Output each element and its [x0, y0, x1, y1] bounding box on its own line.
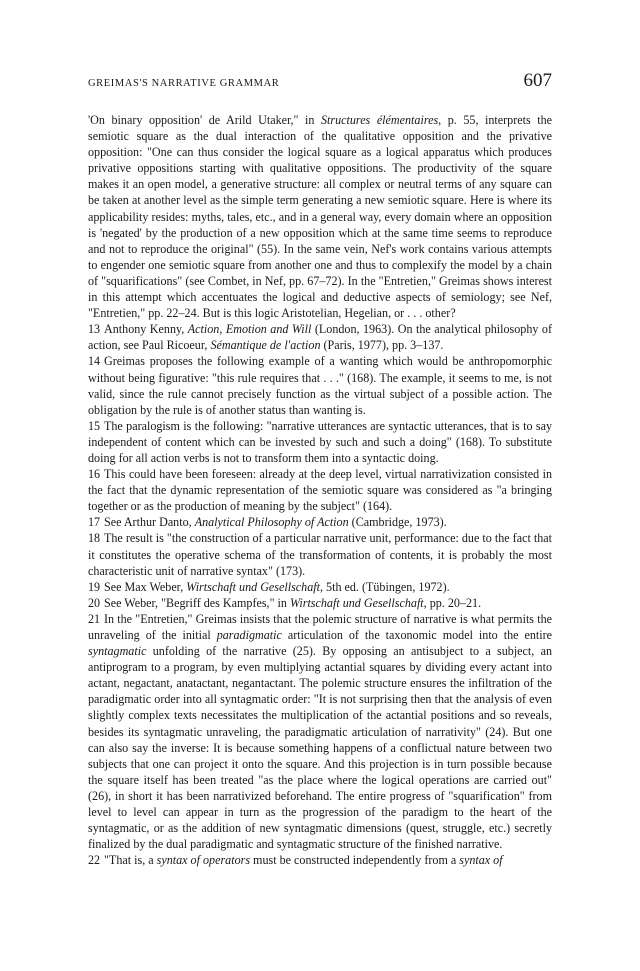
- note-text: Greimas proposes the following example of a wanting which would be anthropomorphic without being figurative: "this rule requires that . . ." (168). The example, it seems to me, is not valid, since the rule cannot precisely function as the virtual subject of a possible action. The obligation by the rule is of another status than wanting is.: [88, 354, 552, 417]
- endnotes-body: [88, 112, 552, 868]
- note-text: (Cambridge, 1973).: [348, 515, 447, 530]
- italic-title: paradigmatic: [216, 628, 282, 642]
- note-text: , 5th ed. (Tübingen, 1972).: [319, 579, 450, 594]
- italic-title: syntax of: [459, 853, 503, 868]
- note-text: "That is, a: [104, 853, 157, 868]
- note-19: [88, 579, 552, 595]
- note-continued: [88, 112, 552, 321]
- note-13: [88, 321, 552, 353]
- note-number: 17: [88, 515, 101, 530]
- note-number: 21: [88, 611, 101, 626]
- page-number: 607: [523, 70, 552, 91]
- note-number: 16: [88, 467, 101, 482]
- note-22: [88, 852, 552, 868]
- note-text: Anthony Kenny,: [104, 322, 188, 337]
- note-number: 22: [88, 853, 101, 868]
- note-text: articulation of the taxonomic model into the entire: [281, 628, 552, 642]
- note-text: unfolding of the narrative (25). By opposing an antisubject to a subject, an antiprogram to a program, by even multiplying actantial squares by dividing every actant into actant, negactant, anatactant, negantactant. The polemic structure ensures the infiltration of the paradigmatic order into all syntagmatic order: "It is not surprising then that the analysis of even slightly complex texts necessitates the multiplication of the actantial positions and so reveals, besides its syntagmatic unraveling, the paradigmatic articulation of narrativity" (24). But one can also say the inverse: It is because something happens of a conflictual nature between two subjects that one can project it onto the square. And this projection is in turn possible because the square itself has been treated "as the place where the logical operations are carried out" (26), in short it has been narrativized beforehand. The entire progress of "squarification" from level to level can appear in turn as the progression of the paradigm to the heart of the syntagmatic, or as the addition of new syntagmatic dimensions (quest, struggle, etc.) secretly finalized by the dual paradigmatic and syntagmatic structure of the finished narrative.: [88, 644, 552, 852]
- note-14: [88, 353, 552, 417]
- note-text: , pp. 20–21.: [423, 595, 482, 610]
- note-text: The paralogism is the following: "narrative utterances are syntactic utterances, that is to say independent of content which can be invested by such and such a doing" (168). To substitute doing for all action verbs is not to transform them into a syntactic doing.: [88, 418, 552, 465]
- italic-title: Wirtschaft und Gesellschaft: [186, 579, 320, 594]
- running-header: [88, 70, 552, 96]
- note-text: The result is "the construction of a particular narrative unit, performance: due to the fact that it constitutes the operative schema of the transformation of contents, it is probably the most characteristic unit of narrative syntax" (173).: [88, 531, 552, 578]
- note-text: See Weber, "Begriff des Kampfes," in: [104, 595, 290, 610]
- italic-title: Analytical Philosophy of Action: [194, 515, 349, 530]
- note-number: 20: [88, 595, 101, 610]
- italic-title: Wirtschaft und Gesellschaft: [289, 595, 424, 610]
- note-number: 18: [88, 531, 101, 546]
- italic-title: syntagmatic: [88, 644, 147, 659]
- note-20: [88, 595, 552, 611]
- note-text: 'On binary opposition' de Arild Utaker," in: [88, 113, 321, 127]
- note-text: (Paris, 1977), pp. 3–137.: [320, 338, 444, 353]
- note-16: [88, 466, 552, 514]
- note-number: 13: [88, 322, 101, 337]
- note-number: 14: [88, 354, 101, 369]
- note-text: See Max Weber,: [104, 579, 187, 594]
- note-text: In the "Entretien," Greimas insists that the polemic structure of narrative is what permits the unraveling of the initial: [88, 611, 552, 642]
- note-text: , p. 55, interprets the semiotic square as the dual interaction of the qualitative opposition and the privative opposition: "One can thus consider the logical square as a logical apparatus which produces privative oppositions starting with qualitative oppositions. The productivity of the square makes it an open model, a generative structure: all complex or neutral terms of any square can be taken at another level as the simple term generating a new semiotic square. Here is where its applicability resides: myths, tales, etc., and in a general way, every domain where an opposition is 'negated' by the production of a new opposition which at the same time seems to reproduce and not to reproduce the original" (55). In the same vein, Nef's work contains various attempts to engender one semiotic square from another one and thus to complexify the model by a chain of "squarifications" (see Combet, in Nef, pp. 67–72). In the "Entretien," Greimas shows interest in this attempt which accentuates the logical and deductive aspects of semiology; see Nef, "Entretien," pp. 22–24. But is this logic Aristotelian, Hegelian, or . . . other?: [88, 113, 552, 321]
- note-number: 19: [88, 579, 101, 594]
- running-title: GREIMAS'S NARRATIVE GRAMMAR: [88, 78, 280, 89]
- note-21: [88, 611, 552, 852]
- note-text: (London, 1963). On the analytical philosophy of action, see Paul Ricoeur,: [88, 322, 552, 353]
- note-number: 15: [88, 418, 101, 433]
- italic-title: Sémantique de l'action: [210, 338, 321, 353]
- note-text: This could have been foreseen: already at the deep level, virtual narrativization consisted in the fact that the dynamic representation of the semiotic square was considered as "a bringing together or as the production of meaning by the subject" (164).: [88, 467, 552, 514]
- italic-title: Structures élémentaires: [321, 113, 439, 127]
- note-text: must be constructed independently from a: [250, 853, 460, 868]
- note-17: [88, 514, 552, 530]
- note-18: [88, 530, 552, 578]
- note-text: See Arthur Danto,: [104, 515, 195, 530]
- italic-title: Action, Emotion and Will: [187, 322, 312, 337]
- note-15: [88, 418, 552, 466]
- italic-title: syntax of operators: [156, 853, 251, 868]
